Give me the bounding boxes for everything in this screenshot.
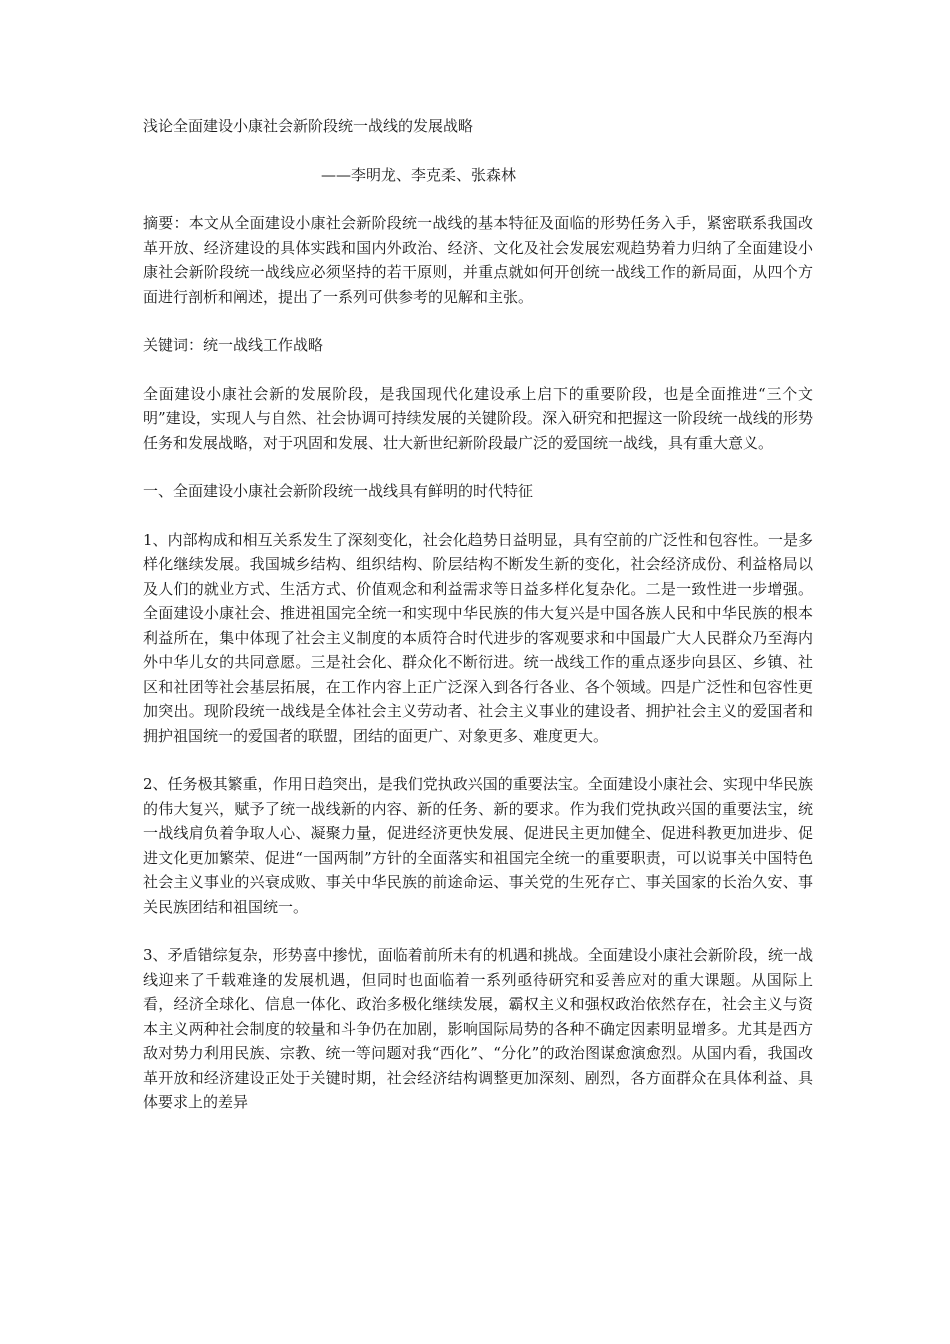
section-heading-1: 一、全面建设小康社会新阶段统一战线具有鲜明的时代特征 [143,482,534,500]
intro-paragraph: 全面建设小康社会新的发展阶段，是我国现代化建设承上启下的重要阶段，也是全面推进“三个文明”建设，实现人与自然、社会协调可持续发展的关键阶段。深入研究和把握这一阶段统一战线的形势任务和发展战略，对于巩固和发展、壮大新世纪新阶段最广泛的爱国统一战线，具有重大意义。 [143,384,813,452]
body-paragraph-1: 1、内部构成和相互关系发生了深刻变化，社会化趋势日益明显，具有空前的广泛性和包容性。一是多样化继续发展。我国城乡结构、组织结构、阶层结构不断发生新的变化，社会经济成份、利益格局以及人们的就业方式、生活方式、价值观念和利益需求等日益多样化复杂化。二是一致性进一步增强。全面建设小康社会、推进祖国完全统一和实现中华民族的伟大复兴是中国各族人民和中华民族的根本利益所在，集中体现了社会主义制度的本质符合时代进步的客观要求和中国最广大人民群众乃至海内外中华儿女的共同意愿。三是社会化、群众化不断衍进。统一战线工作的重点逐步向县区、乡镇、社区和社团等社会基层拓展，在工作内容上正广泛深入到各行各业、各个领域。四是广泛性和包容性更加突出。现阶段统一战线是全体社会主义劳动者、社会主义事业的建设者、拥护社会主义的爱国者和拥护祖国统一的爱国者的联盟，团结的面更广、对象更多、难度更大。 [143,530,813,745]
document-page [143,114,813,1139]
body-paragraph-3: 3、矛盾错综复杂，形势喜中掺忧，面临着前所未有的机遇和挑战。全面建设小康社会新阶段，统一战线迎来了千载难逢的发展机遇，但同时也面临着一系列亟待研究和妥善应对的重大课题。从国际上看，经济全球化、信息一体化、政治多极化继续发展，霸权主义和强权政治依然存在，社会主义与资本主义两种社会制度的较量和斗争仍在加剧，影响国际局势的各种不确定因素明显增多。尤其是西方敌对势力利用民族、宗教、统一等问题对我“西化”、“分化”的政治图谋愈演愈烈。从国内看，我国改革开放和经济建设正处于关键时期，社会经济结构调整更加深刻、剧烈，各方面群众在具体利益、具体要求上的差异 [143,946,813,1111]
abstract-paragraph: 摘要：本文从全面建设小康社会新阶段统一战线的基本特征及面临的形势任务入手，紧密联系我国改革开放、经济建设的具体实践和国内外政治、经济、文化及社会发展宏观趋势着力归纳了全面建设小康社会新阶段统一战线应必须坚持的若干原则，并重点就如何开创统一战线工作的新局面，从四个方面进行剖析和阐述，提出了一系列可供参考的见解和主张。 [143,214,813,306]
keywords-line: 关键词：统一战线工作战略 [143,336,324,354]
document-title: 浅论全面建设小康社会新阶段统一战线的发展战略 [143,117,474,135]
body-paragraph-2: 2、任务极其繁重，作用日趋突出，是我们党执政兴国的重要法宝。全面建设小康社会、实现中华民族的伟大复兴，赋予了统一战线新的内容、新的任务、新的要求。作为我们党执政兴国的重要法宝，统一战线肩负着争取人心、凝聚力量，促进经济更快发展、促进民主更加健全、促进科教更加进步、促进文化更加繁荣、促进“一国两制”方针的全面落实和祖国完全统一的重要职责，可以说事关中国特色社会主义事业的兴衰成败、事关中华民族的前途命运、事关党的生死存亡、事关国家的长治久安、事关民族团结和祖国统一。 [143,775,813,916]
document-authors: ——李明龙、李克柔、张森林 [321,165,517,184]
